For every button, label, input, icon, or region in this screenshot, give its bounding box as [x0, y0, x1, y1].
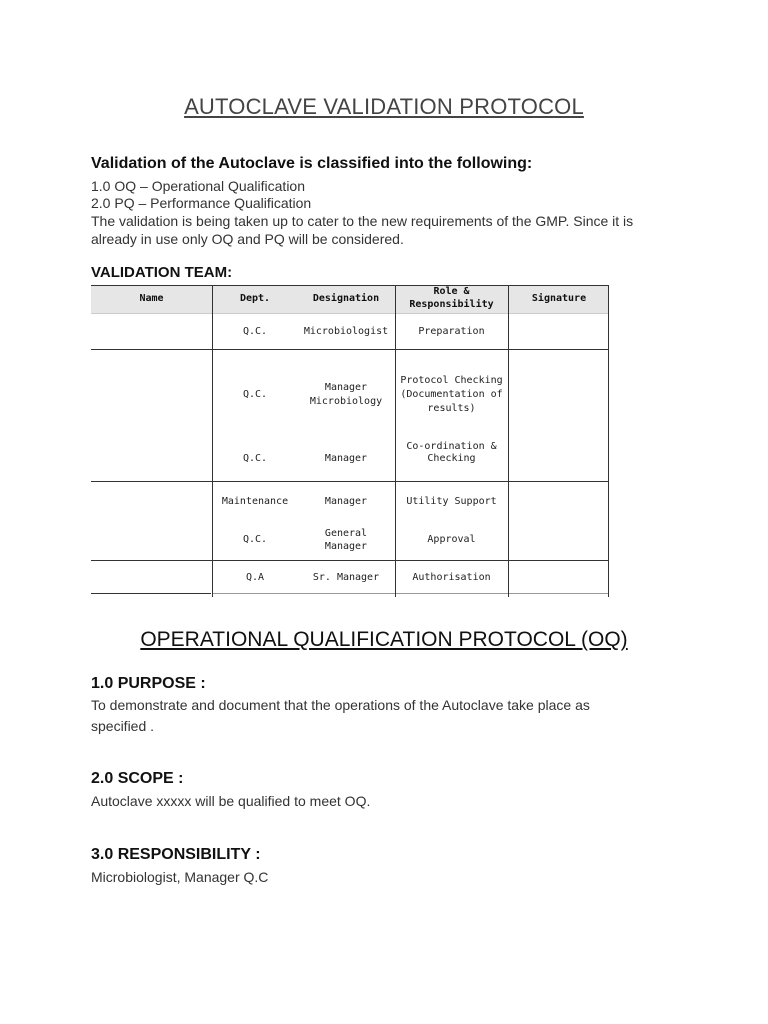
table-header-divider [91, 313, 609, 314]
cell-designation: Sr. Manager [312, 572, 380, 583]
cell-designation: Microbiology [309, 396, 383, 407]
row-divider [91, 481, 609, 482]
purpose-line: specified . [91, 718, 155, 734]
cell-role: Approval [427, 534, 476, 545]
cell-designation: General [324, 528, 368, 539]
cell-designation: Manager [324, 453, 368, 464]
cell-dept: Q.C. [242, 326, 268, 337]
header-signature: Signature [531, 293, 587, 304]
validation-team-heading: VALIDATION TEAM: [91, 264, 233, 281]
intro-line-gmp: The validation is being taken up to cater to the new requirements of the GMP. Since it is [91, 213, 634, 229]
row-divider [91, 560, 609, 561]
cell-dept: Q.A [245, 572, 265, 583]
column-divider [508, 286, 509, 597]
cell-role: Co-ordination & [406, 441, 497, 452]
cell-role: Authorisation [412, 572, 491, 583]
table-border-right [608, 286, 609, 597]
cell-designation: Manager [324, 496, 368, 507]
cell-role: Checking [427, 453, 476, 464]
cell-role: Utility Support [406, 496, 497, 507]
header-role-line2: Responsibility [409, 299, 494, 310]
header-dept: Dept. [239, 293, 271, 304]
cell-role: Protocol Checking [400, 375, 503, 386]
cell-dept: Q.C. [242, 389, 268, 400]
header-name: Name [139, 293, 164, 304]
intro-line-considered: already in use only OQ and PQ will be considered. [91, 231, 404, 247]
purpose-line: To demonstrate and document that the operations of the Autoclave take place as [91, 697, 590, 713]
cell-dept: Maintenance [221, 496, 289, 507]
intro-line-oq: 1.0 OQ – Operational Qualification [91, 178, 306, 194]
document-title: AUTOCLAVE VALIDATION PROTOCOL [184, 94, 584, 119]
oq-section-title: OPERATIONAL QUALIFICATION PROTOCOL (OQ) [140, 628, 628, 651]
cell-role: (Documentation of [400, 389, 503, 400]
header-role-line1: Role & [433, 286, 470, 297]
cell-designation: Manager [324, 382, 368, 393]
cell-role: results) [427, 403, 476, 414]
cell-role: Preparation [418, 326, 485, 337]
cell-designation: Manager [324, 541, 368, 552]
row-divider [91, 593, 211, 594]
cell-dept: Q.C. [242, 453, 268, 464]
cell-designation: Microbiologist [303, 326, 389, 337]
table-border-top [91, 285, 609, 286]
cell-dept: Q.C. [242, 534, 268, 545]
intro-heading: Validation of the Autoclave is classified into the following: [91, 155, 533, 172]
responsibility-heading: 3.0 RESPONSIBILITY : [91, 846, 261, 863]
scope-heading: 2.0 SCOPE : [91, 770, 184, 787]
header-designation: Designation [312, 293, 380, 304]
row-divider [91, 349, 609, 350]
intro-line-pq: 2.0 PQ – Performance Qualification [91, 195, 312, 211]
purpose-heading: 1.0 PURPOSE : [91, 675, 206, 692]
responsibility-text: Microbiologist, Manager Q.C [91, 869, 269, 885]
table-border-bottom [213, 593, 609, 594]
scope-text: Autoclave xxxxx will be qualified to meet OQ. [91, 793, 371, 809]
